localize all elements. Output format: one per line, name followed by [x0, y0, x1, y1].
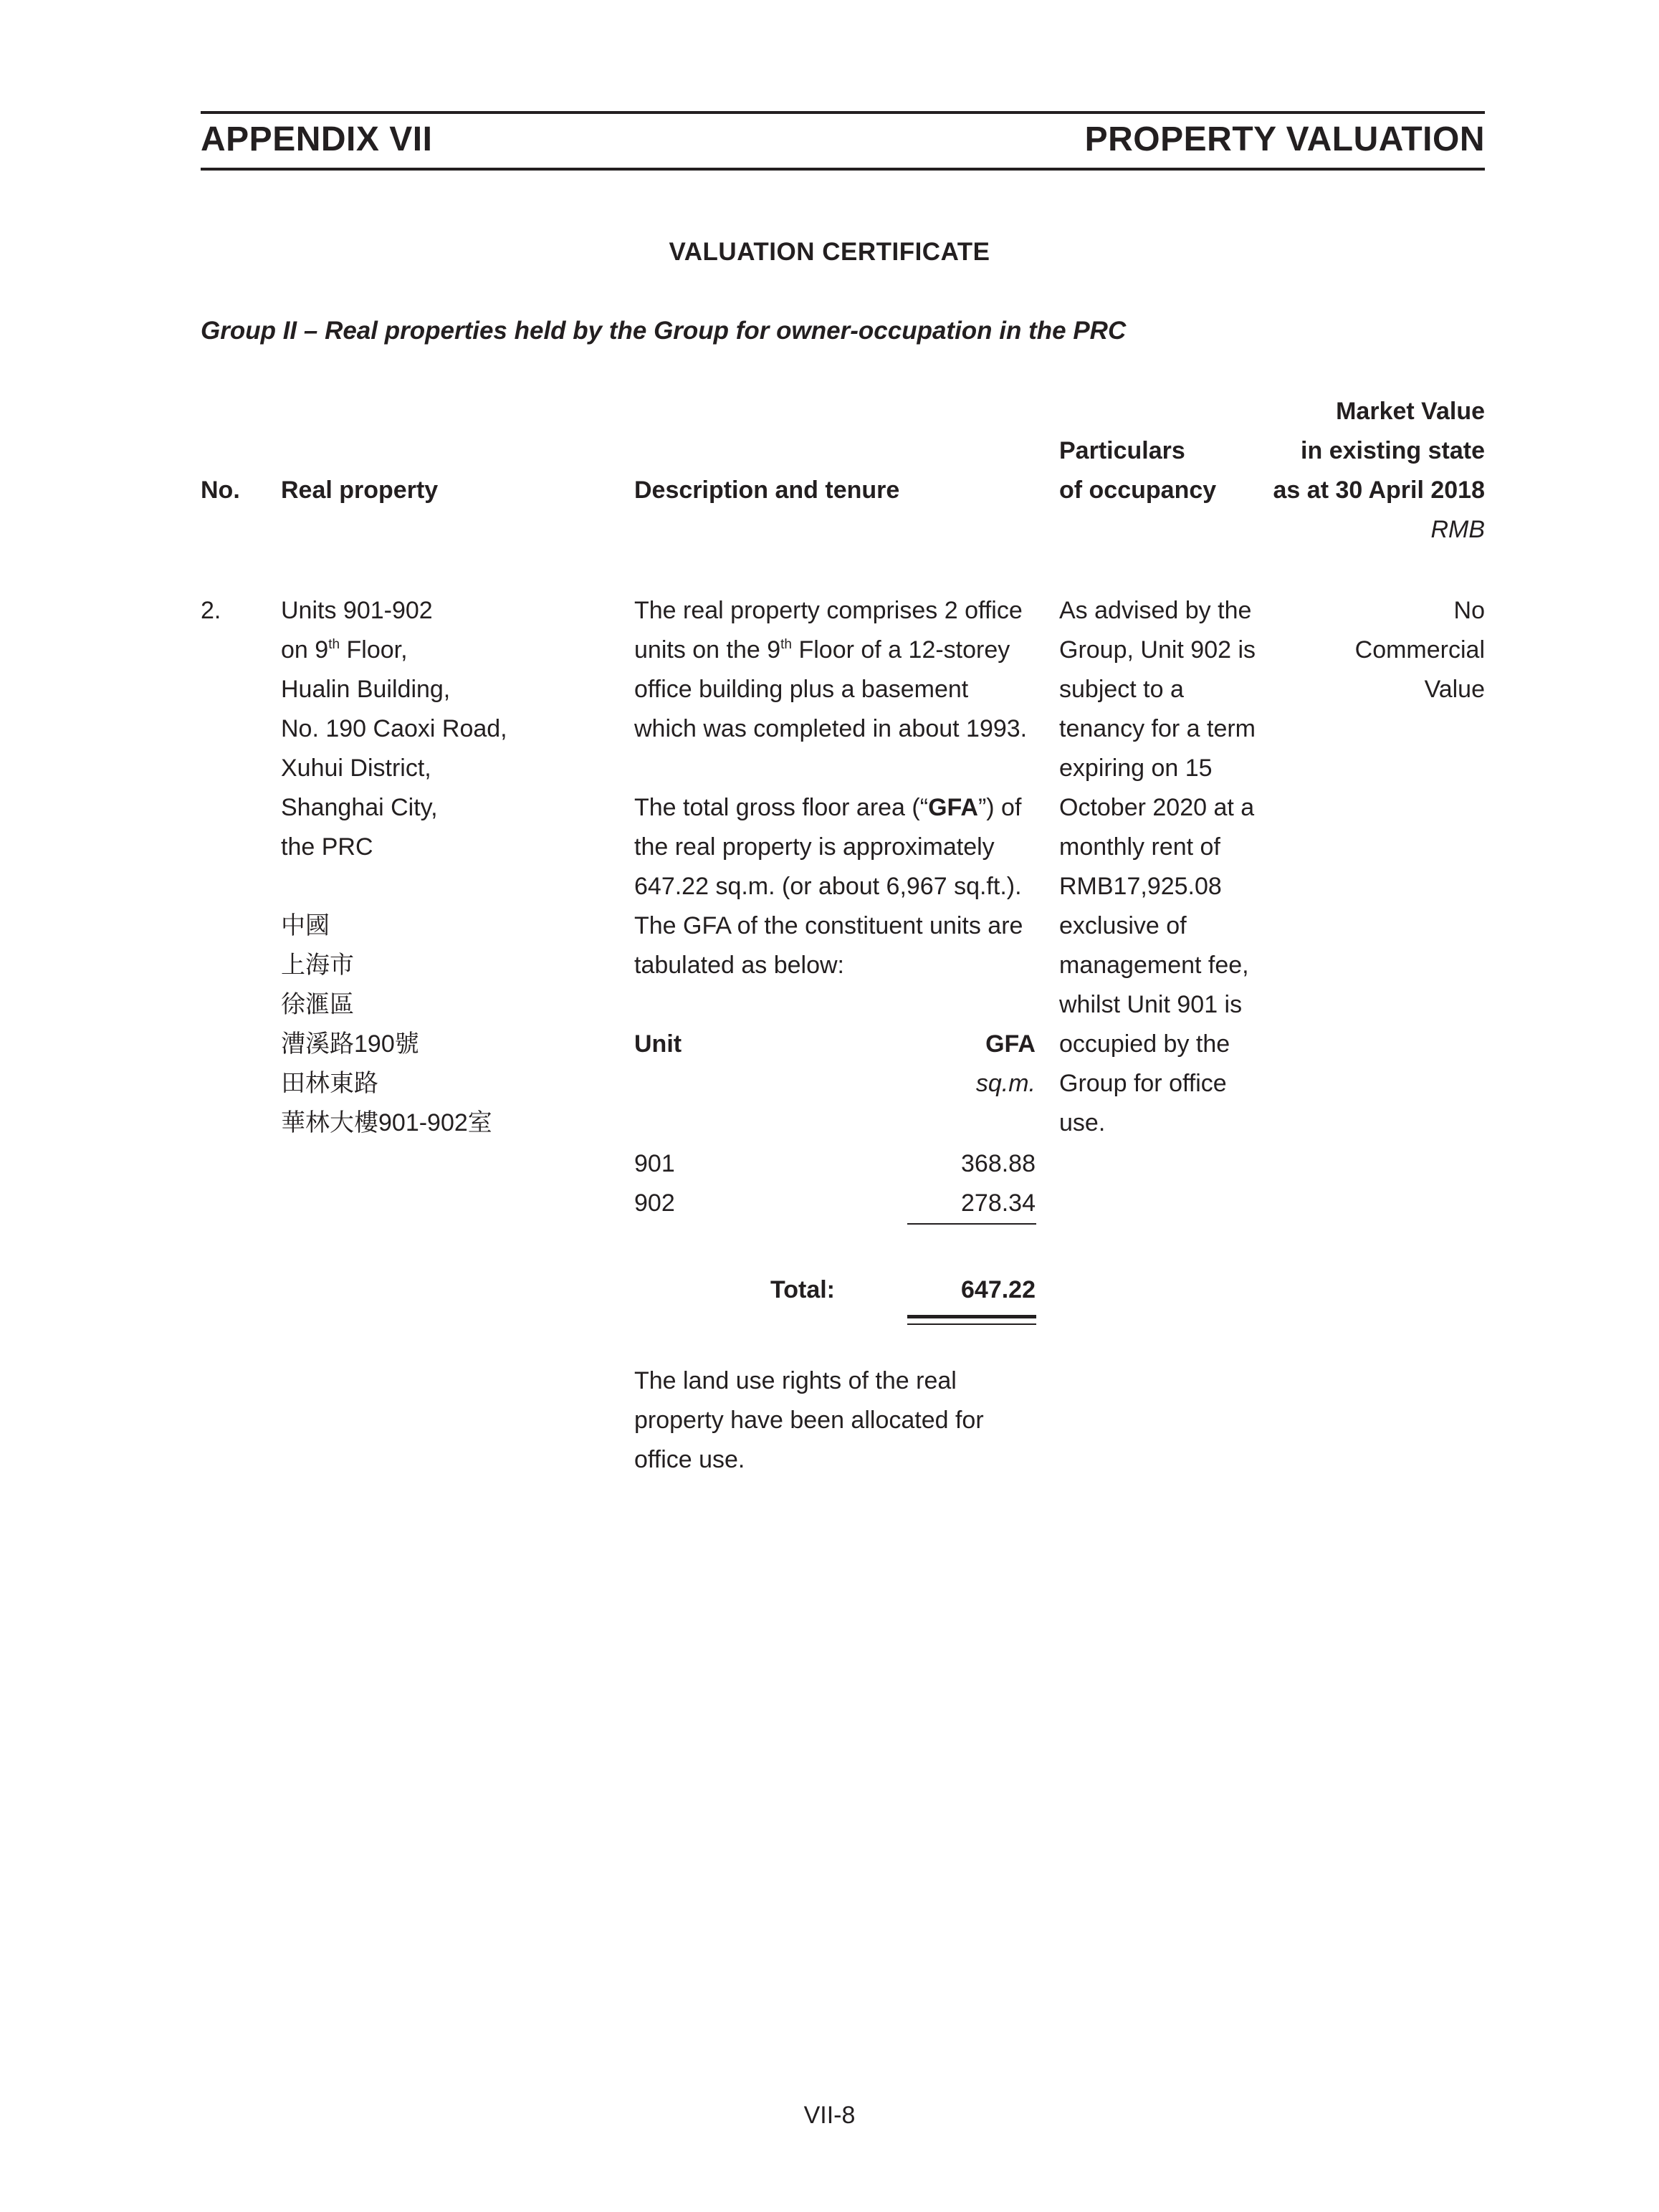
description-paragraph-2 — [634, 788, 1023, 985]
page-number: VII-8 — [803, 2102, 856, 2129]
market-value — [1355, 591, 1485, 709]
particulars-of-occupancy — [1059, 591, 1256, 1143]
gfa-total-value: 647.22 — [961, 1276, 1036, 1303]
total-double-rule-bottom — [907, 1323, 1036, 1325]
description-line: The total gross floor area (“GFA”) of — [634, 794, 1022, 821]
address-line: Hualin Building, — [281, 676, 451, 703]
description-line: tabulated as below: — [634, 952, 844, 979]
col-header-property: Real property — [281, 477, 439, 504]
col-header-particulars-line: of occupancy — [1059, 477, 1217, 504]
address-line: Shanghai City, — [281, 794, 438, 821]
col-header-market-value-line: in existing state — [1301, 437, 1485, 464]
particulars-line: exclusive of — [1059, 912, 1187, 939]
description-line: office building plus a basement — [634, 676, 969, 703]
address-line-zh: 徐滙區 — [281, 991, 354, 1018]
particulars-line: October 2020 at a — [1059, 794, 1255, 821]
gfa-table-row-value: 368.88 — [961, 1150, 1036, 1177]
description-line: The land use rights of the real — [634, 1367, 957, 1394]
description-line: 647.22 sq.m. (or about 6,967 sq.ft.). — [634, 873, 1022, 900]
gfa-table-row-value: 278.34 — [961, 1189, 1036, 1217]
address-line: Units 901-902 — [281, 597, 433, 624]
address-line: Xuhui District, — [281, 755, 431, 782]
col-header-market-value-line: Market Value — [1336, 398, 1485, 425]
section-title: PROPERTY VALUATION — [1084, 120, 1485, 158]
col-header-particulars — [1059, 431, 1216, 510]
particulars-line: Group for office — [1059, 1070, 1227, 1097]
col-header-market-value-line: as at 30 April 2018 — [1273, 477, 1485, 504]
particulars-line: management fee, — [1059, 952, 1249, 979]
gfa-total-label: Total: — [770, 1276, 835, 1303]
description-line: The GFA of the constituent units are — [634, 912, 1023, 939]
col-header-description: Description and tenure — [634, 477, 900, 504]
description-line: the real property is approximately — [634, 833, 995, 861]
particulars-line: As advised by the — [1059, 597, 1252, 624]
header-bottom-rule — [201, 168, 1485, 171]
certificate-title: VALUATION CERTIFICATE — [669, 238, 990, 266]
description-line: office use. — [634, 1446, 745, 1473]
description-line: The real property comprises 2 office — [634, 597, 1023, 624]
row-number: 2. — [201, 597, 221, 624]
address-line: on 9th Floor, — [281, 636, 408, 664]
group-subtitle: Group II – Real properties held by the Group for owner-occupation in the PRC — [201, 317, 1127, 345]
particulars-line: expiring on 15 — [1059, 755, 1213, 782]
appendix-label: APPENDIX VII — [201, 120, 433, 158]
particulars-line: Group, Unit 902 is — [1059, 636, 1256, 664]
col-header-market-value — [1273, 392, 1485, 550]
address-line-zh: 華林大樓901-902室 — [281, 1109, 492, 1136]
currency-label: RMB — [1430, 516, 1485, 543]
col-header-particulars-line: Particulars — [1059, 437, 1185, 464]
particulars-line: whilst Unit 901 is — [1059, 991, 1243, 1018]
market-value-line: Value — [1424, 676, 1485, 703]
address-line-zh: 中國 — [281, 912, 330, 939]
address-line-zh: 田林東路 — [281, 1070, 378, 1097]
description-line: units on the 9th Floor of a 12-storey — [634, 636, 1010, 664]
particulars-line: occupied by the — [1059, 1030, 1230, 1058]
gfa-table-unit-measure: sq.m. — [975, 1070, 1036, 1097]
particulars-line: monthly rent of — [1059, 833, 1220, 861]
particulars-line: use. — [1059, 1109, 1106, 1136]
particulars-line: tenancy for a term — [1059, 715, 1256, 742]
description-line: property have been allocated for — [634, 1407, 984, 1434]
particulars-line: RMB17,925.08 — [1059, 873, 1222, 900]
description-line: which was completed in about 1993. — [634, 715, 1028, 742]
property-address-en — [281, 591, 507, 867]
address-line-zh: 漕溪路190號 — [281, 1030, 419, 1058]
subtotal-rule — [907, 1223, 1036, 1225]
address-line-zh: 上海市 — [281, 952, 354, 979]
description-paragraph-1 — [634, 591, 1027, 749]
property-address-zh — [281, 906, 492, 1143]
gfa-table-header-unit: Unit — [634, 1030, 682, 1058]
header-top-rule — [201, 111, 1485, 114]
col-header-no: No. — [201, 477, 240, 504]
market-value-line: Commercial — [1354, 636, 1485, 664]
gfa-table-row-unit: 901 — [634, 1150, 675, 1177]
address-line: the PRC — [281, 833, 373, 861]
total-double-rule-top — [907, 1315, 1036, 1318]
address-line: No. 190 Caoxi Road, — [281, 715, 507, 742]
gfa-table-header-gfa: GFA — [985, 1030, 1036, 1058]
gfa-table-row-unit: 902 — [634, 1189, 675, 1217]
description-paragraph-3 — [634, 1361, 984, 1480]
market-value-line: No — [1453, 597, 1485, 624]
particulars-line: subject to a — [1059, 676, 1184, 703]
